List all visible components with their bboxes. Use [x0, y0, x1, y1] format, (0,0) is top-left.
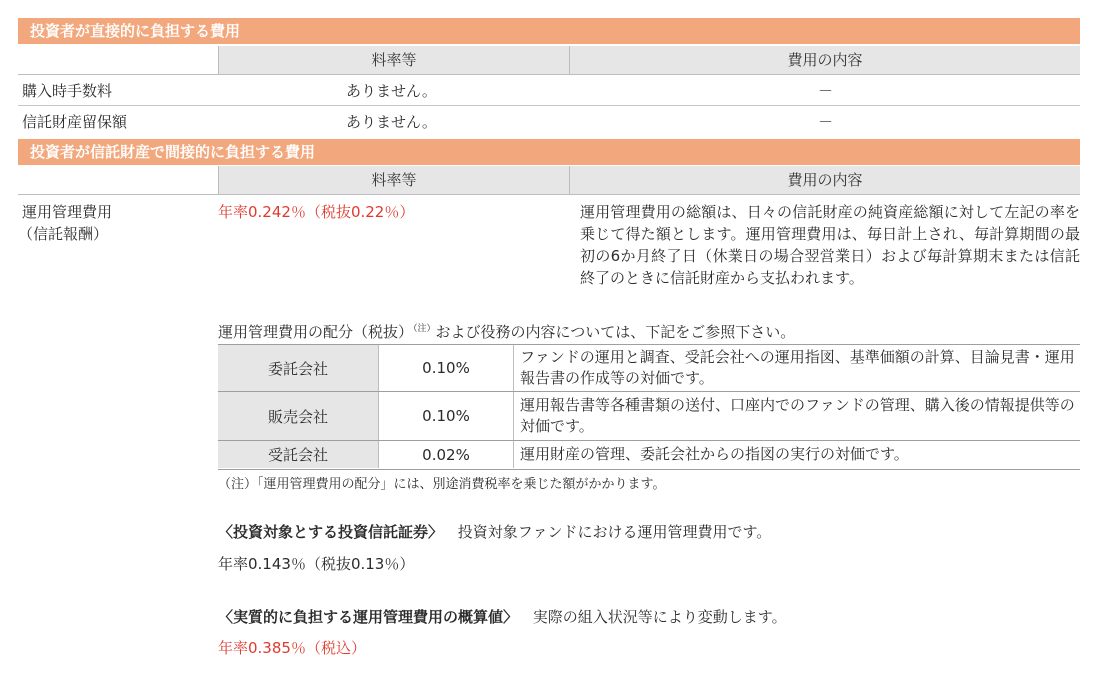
col-content-header: 費用の内容 [569, 46, 1080, 74]
purchase-fee-label: 購入時手数料 [22, 82, 113, 100]
investment-target-line [218, 521, 771, 543]
effective-cost-heading: 〈実質的に負担する運用管理費用の概算値〉 [218, 608, 519, 626]
allocation-party: 委託会社 [218, 345, 378, 391]
allocation-party: 受託会社 [218, 441, 378, 468]
allocation-intro [218, 318, 795, 343]
mgmt-fee-label-line1: 運用管理費用 [22, 203, 113, 221]
col-rate-header: 料率等 [218, 166, 569, 194]
col-rate-header: 料率等 [218, 46, 569, 74]
purchase-fee-content: － [818, 82, 834, 100]
retention-fee-label: 信託財産留保額 [22, 113, 128, 131]
indirect-cost-table-header [18, 166, 1080, 195]
allocation-row [218, 392, 1080, 441]
allocation-intro-b: および役務の内容については、下記をご参照下さい。 [435, 323, 796, 341]
retention-fee-rate: ありません。 [346, 113, 437, 131]
row-divider [18, 105, 1080, 106]
effective-cost-rate: 年率0.385％（税込） [218, 639, 366, 657]
allocation-row [218, 441, 1080, 468]
allocation-rate: 0.10% [378, 392, 514, 440]
allocation-intro-note-mark: （注） [413, 324, 436, 334]
allocation-description-text: 運用財産の管理、委託会社からの指図の実行の対価です。 [520, 445, 909, 463]
allocation-table [218, 344, 1080, 470]
direct-cost-section-title: 投資者が直接的に負担する費用 [18, 18, 1080, 44]
allocation-description [520, 392, 1080, 440]
indirect-cost-section-title: 投資者が信託財産で間接的に負担する費用 [18, 139, 1080, 165]
allocation-description-text: ファンドの運用と調査、受託会社への運用指図、基準価額の計算、目論見書・運用報告書の作成等の対価です。 [520, 348, 1075, 387]
effective-cost-desc: 実際の組入状況等により変動します。 [532, 608, 787, 626]
retention-fee-content: － [818, 113, 834, 131]
mgmt-fee-description: 運用管理費用の総額は、日々の信託財産の純資産総額に対して左記の率を乗じて得た額とします。運用管理費用は、毎日計上され、毎計算期間の最初の6か月終了日（休業日の場合翌営業日）および毎計算期末または信託終了のときに信託財産から支払われます。 [580, 203, 1080, 287]
allocation-rate: 0.02% [378, 441, 514, 468]
allocation-description-text: 運用報告書等各種書類の送付、口座内でのファンドの管理、購入後の情報提供等の対価です。 [520, 396, 1075, 435]
effective-cost-line [218, 606, 787, 628]
col-content-header: 費用の内容 [569, 166, 1080, 194]
investment-target-desc: 投資対象ファンドにおける運用管理費用です。 [457, 523, 772, 541]
header-empty-cell [18, 166, 218, 194]
allocation-row [218, 345, 1080, 392]
allocation-intro-a: 運用管理費用の配分（税抜） [218, 323, 414, 341]
direct-cost-table-header [18, 46, 1080, 75]
allocation-rate: 0.10% [378, 345, 514, 391]
mgmt-fee-rate: 年率0.242％（税抜0.22％） [218, 203, 415, 221]
investment-target-heading: 〈投資対象とする投資信託証券〉 [218, 523, 444, 541]
allocation-party: 販売会社 [218, 392, 378, 440]
purchase-fee-rate: ありません。 [346, 82, 437, 100]
header-empty-cell [18, 46, 218, 74]
allocation-description [520, 345, 1080, 391]
mgmt-fee-label-line2: （信託報酬） [18, 225, 109, 243]
investment-target-rate: 年率0.143％（税抜0.13％） [218, 555, 415, 573]
allocation-footnote: （注）「運用管理費用の配分」には、別途消費税率を乗じた額がかかります。 [218, 477, 666, 492]
allocation-description [520, 441, 1080, 468]
